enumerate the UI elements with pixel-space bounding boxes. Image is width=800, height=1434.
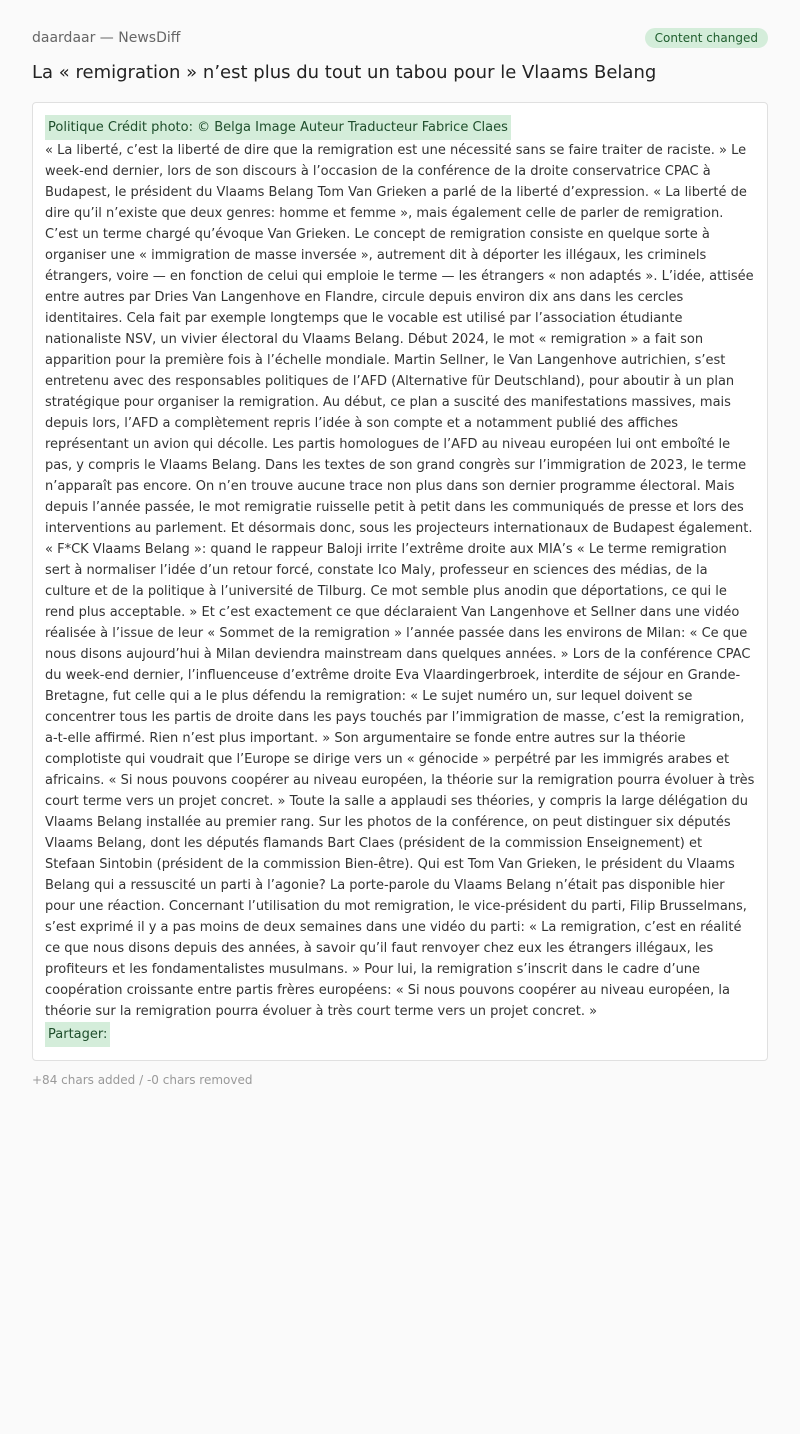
- status-badge: Content changed: [645, 28, 768, 48]
- article-body: « La liberté, c’est la liberté de dire que la remigration est une nécessité sans se faire traiter de raciste. » Le week-end dernier, lors de son discours à l’occasion de la conférence de la droite conservatrice CPAC à Budapest, le président du Vlaams Belang Tom Van Grieken a parlé de la liberté d’expression. « La liberté de dire qu’il n’existe que deux genres: homme et femme », mais également celle de parler de remigration. C’est un terme chargé qu’évoque Van Grieken. Le concept de remigration consiste en quelque sorte à organiser une « immigration de masse inversée », autrement dit à déporter les illégaux, les criminels étrangers, voire — en fonction de celui qui emploie le terme — les étrangers « non adaptés ». L’idée, attisée entre autres par Dries Van Langenhove en Flandre, circule depuis environ dix ans dans les cercles identitaires. Cela fait par exemple longtemps que le vocable est utilisé par l’association étudiante nationaliste NSV, un vivier électoral du Vlaams Belang. Début 2024, le mot « remigration » a fait son apparition pour la première fois à l’échelle mondiale. Martin Sellner, le Van Langenhove autrichien, s’est entretenu avec des responsables politiques de l’AFD (Alternative für Deutschland), pour aboutir à un plan stratégique pour organiser la remigration. Au début, ce plan a suscité des manifestations massives, mais depuis lors, l’AFD a complètement repris l’idée à son compte et a notamment publié des affiches représentant un avion qui décolle. Les partis homologues de l’AFD au niveau européen lui ont emboîté le pas, y compris le Vlaams Belang. Dans les textes de son grand congrès sur l’immigration de 2023, le terme n’apparaît pas encore. On n’en trouve aucune trace non plus dans son dernier programme électoral. Mais depuis l’année passée, le mot remigratie ruisselle petit à petit dans les communiqués de presse et lors des interventions au parlement. Et désormais donc, sous les projecteurs internationaux de Budapest également. « F*CK Vlaams Belang »: quand le rappeur Baloji irrite l’extrême droite aux MIA’s « Le terme remigration sert à normaliser l’idée d’un retour forcé, constate Ico Maly, professeur en sciences des médias, de la culture et de la politique à l’université de Tilburg. Ce mot semble plus anodin que déportations, ce qui le rend plus acceptable. » Et c’est exactement ce que déclaraient Van Langenhove et Sellner dans une vidéo réalisée à l’issue de leur « Sommet de la remigration » l’année passée dans les environs de Milan: « Ce que nous disons aujourd’hui à Milan deviendra mainstream dans quelques années. » Lors de la conférence CPAC du week-end dernier, l’influenceuse d’extrême droite Eva Vlaardingerbroek, interdite de séjour en Grande-Bretagne, fut celle qui a le plus défendu la remigration: « Le sujet numéro un, sur lequel doivent se concentrer tous les partis de droite dans les pays touchés par l’immigration de masse, c’est la remigration, a-t-elle affirmé. Rien n’est plus important. » Son argumentaire se fonde entre autres sur la théorie complotiste qui voudrait que l’Europe se dirige vers un « génocide » perpétré par les immigrés arabes et africains. « Si nous pouvons coopérer au niveau européen, la théorie sur la remigration pourra évoluer à très court terme vers un projet concret. » Toute la salle a applaudi ses théories, y compris la large délégation du Vlaams Belang installée au premier rang. Sur les photos de la conférence, on peut distinguer six députés Vlaams Belang, dont les députés flamands Bart Claes (président de la commission Enseignement) et Stefaan Sintobin (président de la commission Bien-être). Qui est Tom Van Grieken, le président du Vlaams Belang qui a ressuscité un parti à l’agonie? La porte-parole du Vlaams Belang n’était pas disponible hier pour une réaction. Concernant l’utilisation du mot remigration, le vice-président du parti, Filip Brusselmans, s’est exprimé il y a pas moins de deux semaines dans une vidéo du parti: « La remigration, c’est en réalité ce que nous disons depuis des années, à savoir qu’il faut renvoyer chez eux les étrangers illégaux, les profiteurs et les fondamentalistes musulmans. » Pour lui, la remigration s’inscrit dans le cadre d’une coopération croissante entre partis frères européens: « Si nous pouvons coopérer au niveau européen, la théorie sur la remigration pourra évoluer à très court terme vers un projet concret. »: [45, 143, 755, 1019]
- added-text-share: Partager:: [45, 1022, 110, 1047]
- diff-stats: +84 chars added / -0 chars removed: [32, 1073, 253, 1087]
- diff-content: [32, 102, 768, 1061]
- added-text-lead: Politique Crédit photo: © Belga Image Auteur Traducteur Fabrice Claes: [45, 115, 511, 140]
- top-bar: [32, 28, 768, 48]
- site-name: daardaar — NewsDiff: [32, 30, 181, 46]
- article-title: La « remigration » n’est plus du tout un tabou pour le Vlaams Belang: [32, 62, 657, 83]
